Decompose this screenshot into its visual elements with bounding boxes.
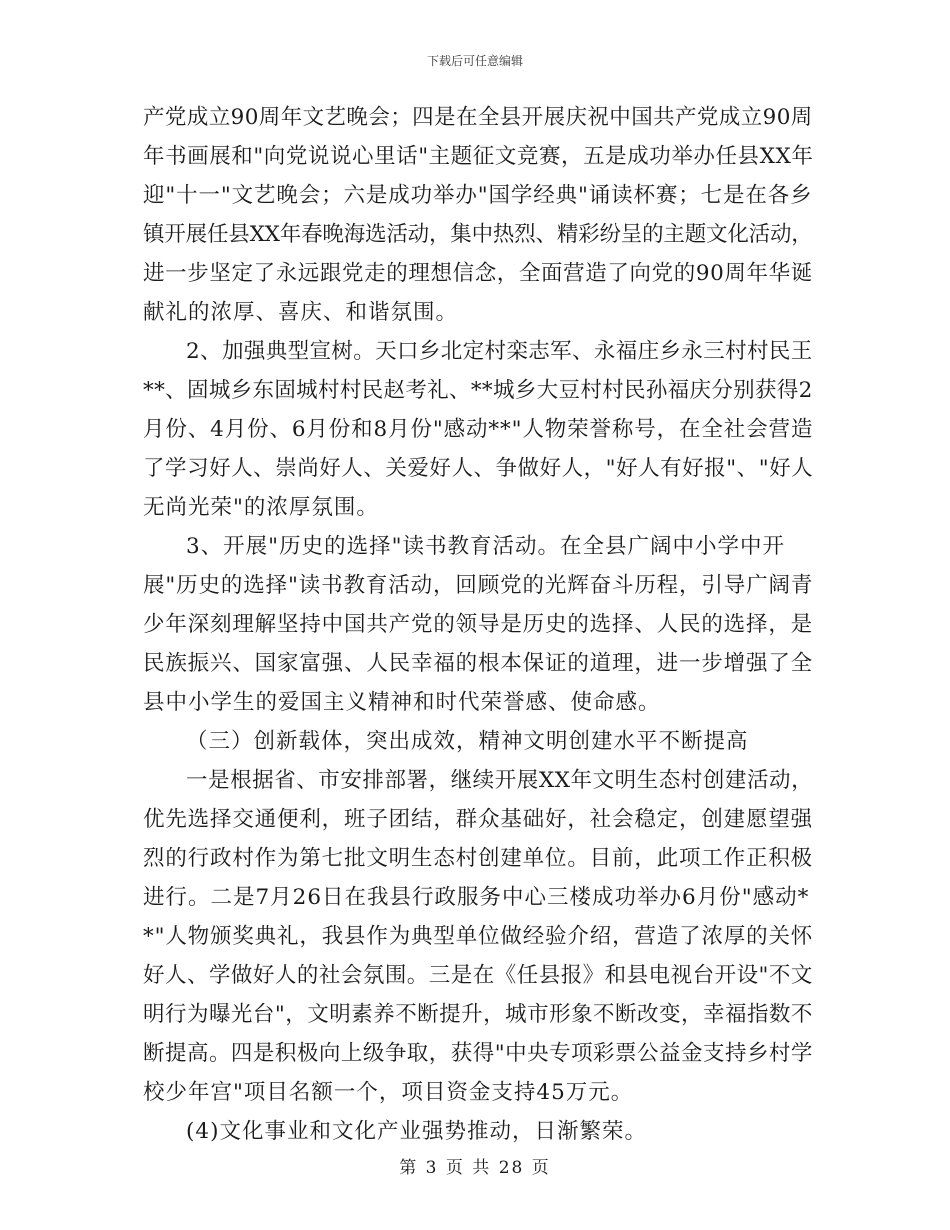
text-line: 2、加强典型宣树。天口乡北定村栾志军、永福庄乡永三村村民王 [186, 339, 813, 364]
page-footer: 第 3 页 共 28 页 [399, 1158, 551, 1178]
text-line: 断提高。四是积极向上级争取，获得"中央专项彩票公益金支持乡村学 [143, 1041, 813, 1066]
text-line: 优先选择交通便利，班子团结，群众基础好，社会稳定，创建愿望强 [143, 807, 814, 832]
text-line: 无尚光荣"的浓厚氛围。 [143, 495, 379, 520]
text-line: 县中小学生的爱国主义精神和时代荣誉感、使命感。 [143, 690, 661, 715]
text-line: 展"历史的选择"读书教育活动，回顾党的光辉奋斗历程，引导广阔青 [143, 573, 814, 598]
text-line: **、固城乡东固城村村民赵考礼、**城乡大豆村村民孙福庆分别获得2 [143, 378, 813, 403]
text-line: 镇开展任县XX年春晚海选活动，集中热烈、精彩纷呈的主题文化活动， [143, 222, 813, 247]
text-line: （三）创新载体，突出成效，精神文明创建水平不断提高 [186, 729, 749, 754]
text-line: 迎"十一"文艺晚会；六是成功举办"国学经典"诵读杯赛；七是在各乡 [143, 183, 813, 208]
text-line: 献礼的浓厚、喜庆、和谐氛围。 [143, 300, 459, 325]
text-line: (4)文化事业和文化产业强势推动，日渐繁荣。 [186, 1119, 647, 1144]
text-line: 3、开展"历史的选择"读书教育活动。在全县广阔中小学中开 [186, 534, 785, 559]
page-header: 下载后可任意编辑 [426, 54, 523, 68]
text-line: 好人、学做好人的社会氛围。三是在《任县报》和县电视台开设"不文 [143, 963, 813, 988]
document-body [143, 98, 813, 1151]
text-line: 校少年宫"项目名额一个，项目资金支持45万元。 [143, 1080, 634, 1105]
text-line: 进行。二是7月26日在我县行政服务中心三楼成功举办6月份"感动* [143, 885, 810, 910]
text-line: 一是根据省、市安排部署，继续开展XX年文明生态村创建活动， [186, 768, 814, 793]
text-line: 进一步坚定了永远跟党走的理想信念，全面营造了向党的90周年华诞 [143, 261, 813, 286]
text-line: 了学习好人、崇尚好人、关爱好人、争做好人，"好人有好报"、"好人 [143, 456, 814, 481]
text-line: 少年深刻理解坚持中国共产党的领导是历史的选择、人民的选择，是 [143, 612, 814, 637]
text-line: 月份、4月份、6月份和8月份"感动**"人物荣誉称号，在全社会营造 [143, 417, 814, 442]
text-line: *"人物颁奖典礼，我县作为典型单位做经验介绍，营造了浓厚的关怀 [143, 924, 814, 949]
text-line: 明行为曝光台"，文明素养不断提升，城市形象不断改变，幸福指数不 [143, 1002, 813, 1027]
text-line: 烈的行政村作为第七批文明生态村创建单位。目前，此项工作正积极 [143, 846, 814, 871]
text-line: 年书画展和"向党说说心里话"主题征文竞赛，五是成功举办任县XX年 [143, 144, 814, 169]
text-line: 产党成立90周年文艺晚会；四是在全县开展庆祝中国共产党成立90周 [143, 105, 813, 130]
text-line: 民族振兴、国家富强、人民幸福的根本保证的道理，进一步增强了全 [143, 651, 814, 676]
